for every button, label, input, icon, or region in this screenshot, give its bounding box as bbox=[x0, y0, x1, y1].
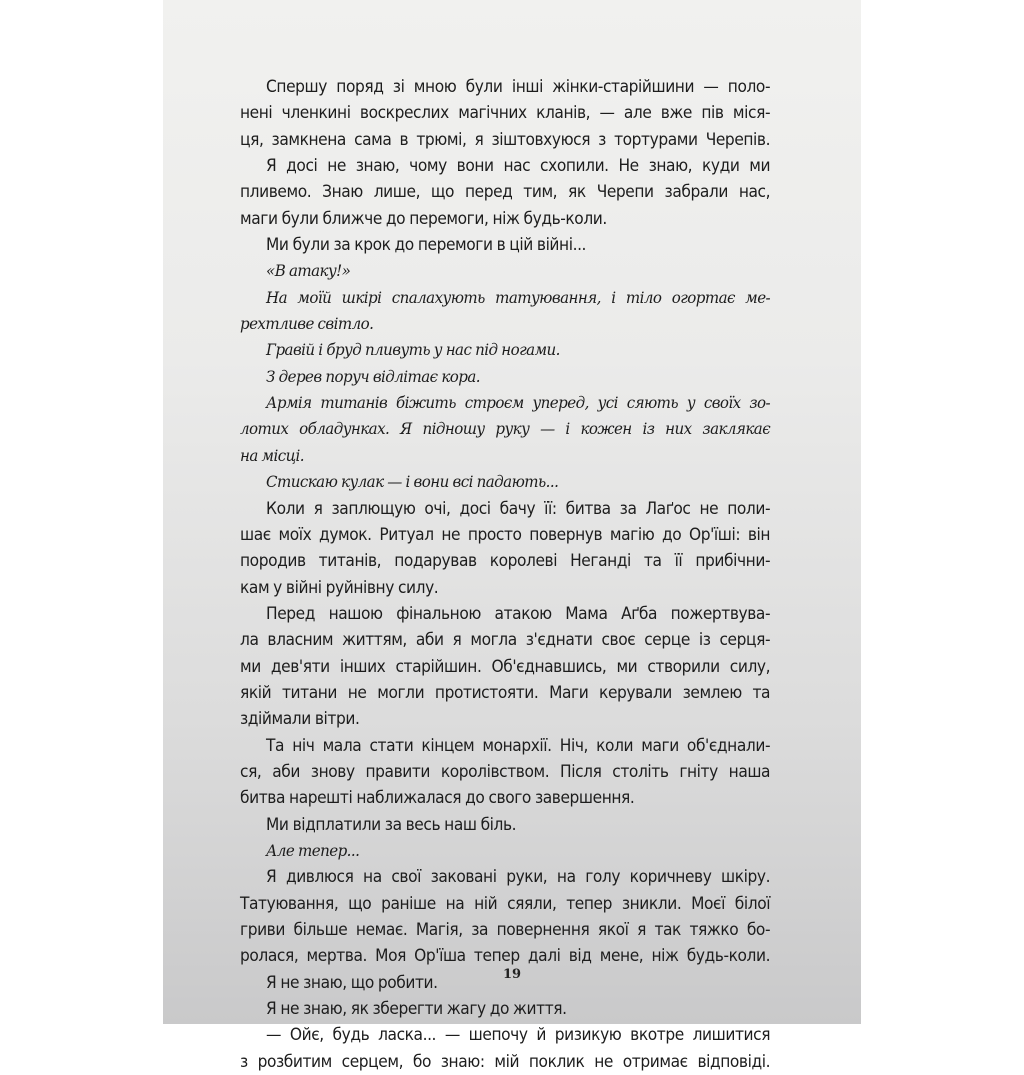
text-line: Ми були за крок до перемоги в цій війні... bbox=[266, 235, 587, 255]
text-line: пливемо. Знаю лише, що перед тим, як Черепи забрали нас, bbox=[240, 182, 771, 202]
text-line: Я не знаю, що робити. bbox=[266, 972, 438, 992]
text-line: Коли я заплющую очі, досі бачу її: битва за Лаґос не поли- bbox=[266, 498, 771, 518]
text-line: Перед нашою фінальною атакою Мама Аґба пожертвува- bbox=[266, 603, 771, 623]
text-line: шає моїх думок. Ритуал не просто повернув магію до Ор'їші: він bbox=[240, 524, 771, 544]
text-line: якій титани не могли протистояти. Маги керували землею та bbox=[240, 682, 771, 702]
text-line: породив титанів, подарував королеві Неганді та її прибічни- bbox=[240, 551, 771, 571]
text-line: нені членкині воскреслих магічних кланів, — але вже пів міся- bbox=[240, 103, 771, 123]
text-line: Спершу поряд зі мною були інші жінки-старійшини — поло- bbox=[266, 77, 771, 96]
text-line: з розбитим серцем, бо знаю: мій поклик не отримає відповіді. bbox=[240, 1051, 771, 1071]
text-line: Татуювання, що раніше на ній сяяли, тепер зникли. Моєї білої bbox=[240, 893, 771, 913]
text-line: гриви більше немає. Магія, за повернення якої я так тяжко бо- bbox=[240, 920, 771, 939]
page-number: 19 bbox=[502, 967, 522, 982]
text-line: маги були ближче до перемоги, ніж будь-коли. bbox=[240, 208, 607, 228]
text-line: Ми відплатили за весь наш біль. bbox=[266, 814, 517, 834]
italic-text-line: рехтливе світло. bbox=[240, 314, 374, 334]
italic-text-line: «В атаку!» bbox=[266, 261, 351, 281]
text-line: Я дивлюся на свої заковані руки, на голу коричневу шкіру. bbox=[266, 867, 771, 887]
italic-text-line: На моїй шкірі спалахують татуювання, і тіло огортає ме- bbox=[266, 287, 771, 307]
text-line: ми дев'яти інших старійшин. Об'єднавшись, ми створили силу, bbox=[240, 656, 771, 676]
italic-text-line: З дерев поруч відлітає кора. bbox=[266, 366, 480, 386]
italic-text-line: на місці. bbox=[240, 445, 305, 465]
body-text bbox=[240, 74, 770, 1075]
text-line: ся, аби знову правити королівством. Після століть гніту наша bbox=[240, 761, 771, 781]
text-line: — Ойє, будь ласка... — шепочу й ризикую вкотре лишитися bbox=[266, 1025, 771, 1045]
text-line: Я досі не знаю, чому вони нас схопили. Не знаю, куди ми bbox=[266, 156, 771, 176]
text-line: ла власним життям, аби я могла з'єднати своє серце із серця- bbox=[240, 630, 771, 650]
text-line: Та ніч мала стати кінцем монархії. Ніч, коли маги об'єднали- bbox=[266, 735, 771, 755]
text-line: Я не знаю, як зберегти жагу до життя. bbox=[266, 999, 567, 1019]
italic-text-line: лотих обладунках. Я підношу руку — і кожен із них заклякає bbox=[240, 419, 771, 439]
italic-text-line: Гравій і бруд пливуть у нас під ногами. bbox=[266, 340, 560, 360]
italic-text-line: Стискаю кулак — і вони всі падають... bbox=[266, 472, 559, 492]
italic-text-line: Але тепер... bbox=[266, 840, 360, 860]
book-page bbox=[163, 0, 861, 1071]
text-line: кам у війні руйнівну силу. bbox=[240, 577, 439, 597]
text-line: ця, замкнена сама в трюмі, я зіштовхуюся з тортурами Черепів. bbox=[240, 129, 771, 149]
text-line: здіймали вітри. bbox=[240, 709, 360, 729]
text-line: ролася, мертва. Моя Ор'їша тепер далі від мене, ніж будь-коли. bbox=[240, 946, 771, 966]
italic-text-line: Армія титанів біжить строєм уперед, усі сяють у своїх зо- bbox=[266, 393, 771, 413]
text-line: битва нарешті наближалася до свого завершення. bbox=[240, 788, 635, 808]
